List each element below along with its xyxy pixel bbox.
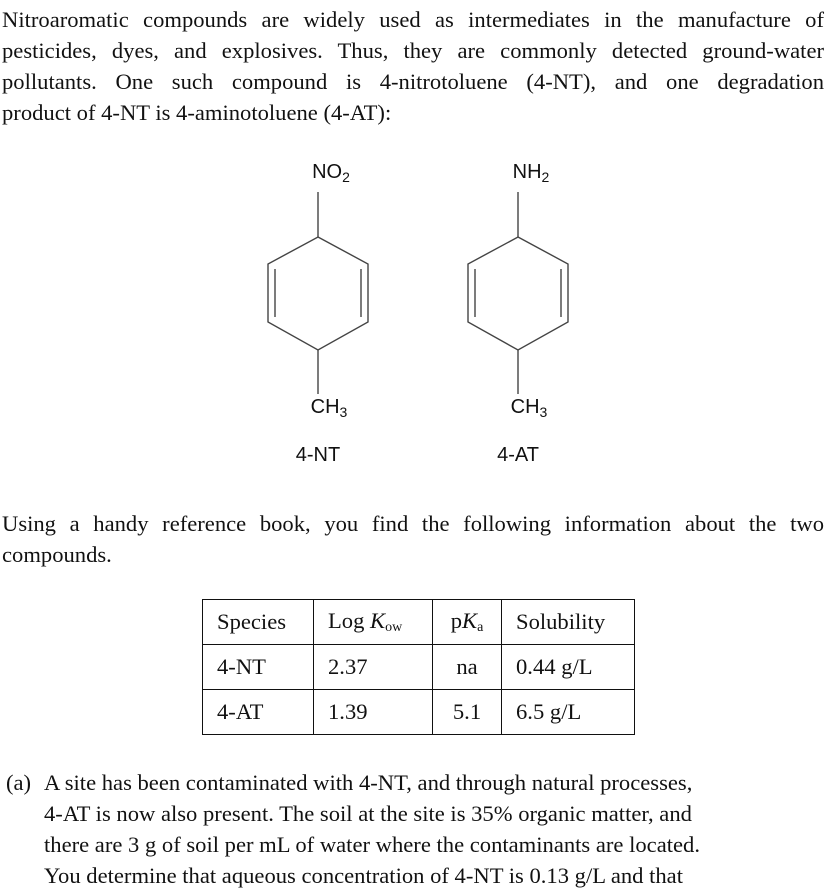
methyl-group-label-4-nt: $CH_3$: [310, 396, 348, 420]
benzene-ring-4-nt: [268, 192, 368, 394]
header-log-kow: Log $K_{ow}$: [314, 600, 433, 645]
header-pka: $pK_a$: [433, 600, 502, 645]
cell-solubility: 0.44 g/L: [502, 645, 635, 690]
question-a-line-2: 4-AT is now also present. The soil at the site is 35% organic matter, and: [44, 801, 692, 826]
amino-group-label: $NH_2$: [512, 161, 550, 185]
intro-line-1: Nitroaromatic compounds are widely used as intermediates in the manufacture of: [2, 7, 824, 32]
question-a-label: (a): [6, 770, 32, 795]
header-solubility: Solubility: [502, 600, 635, 645]
intro-line-4: product of 4-NT is 4-aminotoluene (4-AT):: [2, 100, 392, 125]
benzene-ring-4-at: [468, 192, 568, 394]
intro-line-2: pesticides, dyes, and explosives. Thus, they are commonly detected ground-water: [2, 38, 824, 63]
intro-line-3: pollutants. One such compound is 4-nitrotoluene (4-NT), and one degradation: [2, 69, 824, 94]
compound-label-4-nt: 4-NT: [295, 444, 341, 466]
compound-label-4-at: 4-AT: [497, 444, 539, 466]
question-a-line-3: there are 3 g of soil per mL of water where the contaminants are located.: [44, 832, 700, 857]
cell-species: 4-AT: [203, 690, 314, 735]
question-a-line-4: You determine that aqueous concentration of 4-NT is 0.13 g/L and that: [44, 863, 683, 888]
cell-log-kow: 1.39: [314, 690, 433, 735]
cell-pka: 5.1: [433, 690, 502, 735]
cell-solubility: 6.5 g/L: [502, 690, 635, 735]
question-a-line-1: A site has been contaminated with 4-NT, and through natural processes,: [44, 770, 693, 795]
reference-line-2: compounds.: [2, 542, 112, 567]
methyl-group-label-4-at: $CH_3$: [510, 396, 548, 420]
table-row: [203, 690, 635, 735]
table-header-row: [203, 600, 635, 645]
table-row: [203, 645, 635, 690]
properties-table: [202, 599, 635, 735]
reference-paragraph: [2, 508, 824, 570]
header-species: Species: [203, 600, 314, 645]
nitro-group-label: $NO_2$: [312, 161, 350, 185]
cell-pka: na: [433, 645, 502, 690]
question-a: [6, 767, 796, 891]
cell-species: 4-NT: [203, 645, 314, 690]
cell-log-kow: 2.37: [314, 645, 433, 690]
intro-paragraph: [2, 4, 824, 128]
reference-line-1: Using a handy reference book, you find the following information about the two: [2, 511, 824, 536]
